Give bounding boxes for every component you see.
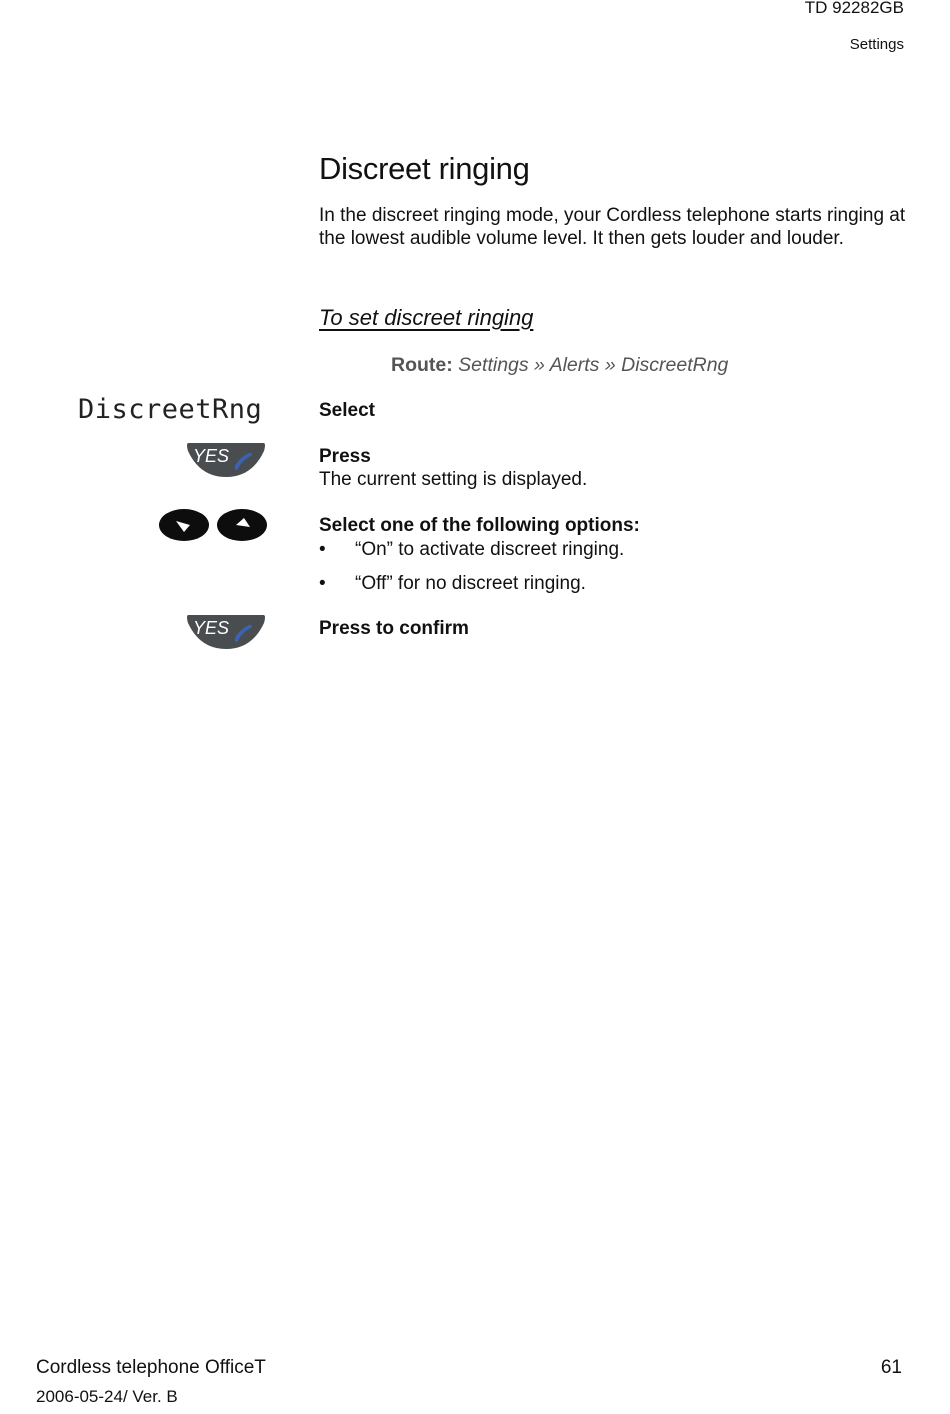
lcd-display-text: DiscreetRng [78,394,263,425]
step-press-description: The current setting is displayed. [319,469,588,490]
yes-key-label: YES [193,618,230,638]
yes-key-icon [186,611,266,651]
yes-key-icon [186,439,266,479]
step-select-title: Select [319,400,375,421]
route-line [391,354,728,377]
yes-key-label: YES [193,446,230,466]
intro-paragraph: In the discreet ringing mode, your Cordless telephone starts ringing at the lowest audible volume level. It then gets louder and louder. [319,205,906,249]
option-on [319,538,624,561]
route-path: Settings » Alerts » DiscreetRng [458,354,729,376]
page-title: Discreet ringing [319,151,530,186]
option-off [319,572,586,595]
bullet: • [319,539,326,560]
procedure-heading: To set discreet ringing [319,305,534,330]
route-label: Route: [391,354,453,376]
page-number: 61 [880,1357,902,1378]
document-id: TD 92282GB [804,0,904,17]
footer-product: Cordless telephone OfficeT [36,1357,266,1378]
step-confirm-title: Press to confirm [319,618,469,639]
up-arrow-key-icon [216,508,268,542]
down-arrow-key-icon [158,508,210,542]
footer-date-version: 2006-05-24/ Ver. B [36,1387,178,1406]
step-press-title: Press [319,446,371,467]
bullet: • [319,573,326,594]
section-name: Settings [849,36,904,53]
option-on-text: “On” to activate discreet ringing. [355,539,625,560]
step-options-title: Select one of the following options: [319,515,640,536]
option-off-text: “Off” for no discreet ringing. [355,573,586,594]
